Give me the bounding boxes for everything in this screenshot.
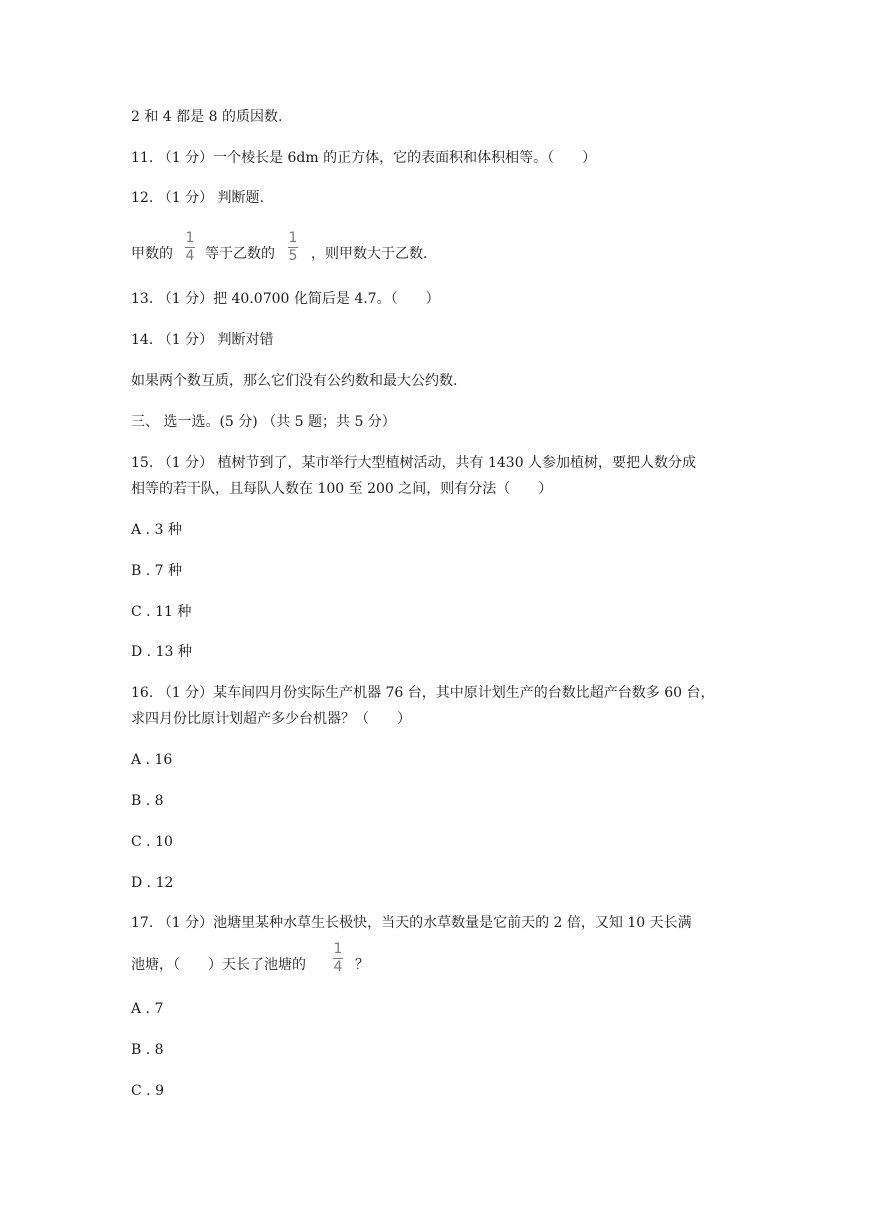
q16-option-d: D . 12 — [131, 875, 174, 891]
question-17-line1: 17. （1 分）池塘里某种水草生长极快，当天的水草数量是它前天的 2 倍，又知 10 天长满 — [131, 915, 692, 931]
q15-option-c: C . 11 种 — [131, 604, 192, 620]
fraction-one-fifth — [286, 231, 300, 264]
q15-option-b: B . 7 种 — [131, 563, 182, 579]
fraction-numerator: 1 — [288, 230, 298, 246]
fraction-denominator: 4 — [185, 248, 195, 264]
question-15-line2: 相等的若干队，且每队人数在 100 至 200 之间，则有分法（ ） — [131, 481, 553, 497]
fraction-one-quarter — [331, 942, 345, 975]
question-16-line1: 16. （1 分）某车间四月份实际生产机器 76 台，其中原计划生产的台数比超产台数多 60 台， — [131, 685, 715, 701]
statement-q10: 2 和 4 都是 8 的质因数. — [131, 109, 283, 125]
statement-q12-part1: 甲数的 — [131, 246, 173, 262]
fraction-denominator: 5 — [288, 248, 298, 264]
q15-option-d: D . 13 种 — [131, 644, 192, 660]
question-17-line2-part1: 池塘，（ ）天长了池塘的 — [131, 957, 306, 973]
q16-option-b: B . 8 — [131, 793, 164, 809]
question-13: 13. （1 分）把 40.0700 化简后是 4.7。（ ） — [131, 291, 440, 307]
statement-q12 — [131, 230, 751, 264]
q17-option-a: A . 7 — [131, 1001, 164, 1017]
section-heading-3: 三、 选一选。(5 分) （共 5 题；共 5 分） — [131, 414, 396, 430]
statement-q12-part3: ，则甲数大于乙数. — [311, 246, 428, 262]
statement-q14: 如果两个数互质，那么它们没有公约数和最大公约数. — [131, 373, 458, 389]
question-15-line1: 15. （1 分） 植树节到了，某市举行大型植树活动，共有 1430 人参加植树，要把人数分成 — [131, 455, 697, 471]
question-17-line2 — [131, 941, 531, 975]
question-16-line2: 求四月份比原计划超产多少台机器？（ ） — [131, 711, 411, 727]
fraction-numerator: 1 — [333, 941, 343, 957]
question-11: 11. （1 分）一个棱长是 6dm 的正方体，它的表面积和体积相等。（ ） — [131, 150, 597, 166]
fraction-one-quarter — [183, 231, 197, 264]
q17-option-b: B . 8 — [131, 1042, 164, 1058]
statement-q12-part2: 等于乙数的 — [205, 246, 275, 262]
q15-option-a: A . 3 种 — [131, 522, 182, 538]
q16-option-a: A . 16 — [131, 752, 173, 768]
q16-option-c: C . 10 — [131, 834, 173, 850]
fraction-denominator: 4 — [333, 959, 343, 975]
question-14: 14. （1 分） 判断对错 — [131, 332, 274, 348]
question-12: 12. （1 分） 判断题. — [131, 190, 264, 206]
question-17-line2-part2: ？ — [355, 957, 369, 973]
q17-option-c: C . 9 — [131, 1083, 164, 1099]
fraction-numerator: 1 — [185, 230, 195, 246]
